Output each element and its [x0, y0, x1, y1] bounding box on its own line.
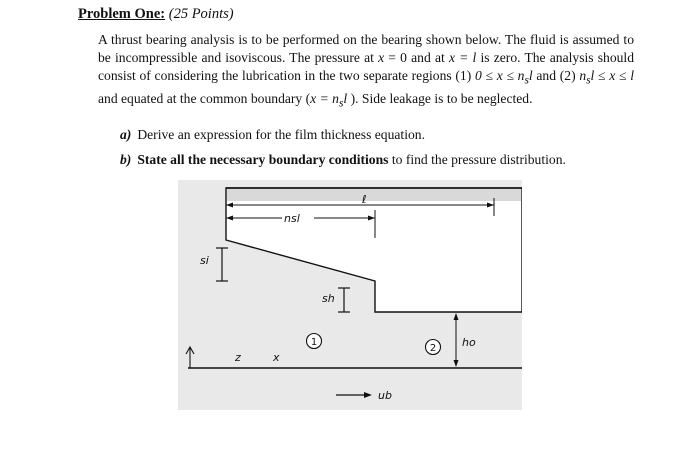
- bearing-diagram: [178, 180, 522, 410]
- math-region-2: [579, 68, 634, 88]
- math-x: x: [378, 50, 385, 66]
- statement-text-4: and (2): [532, 68, 580, 84]
- math-boundary-main: x = n: [310, 91, 339, 107]
- math-region-1: [474, 68, 533, 88]
- question-b-label: b): [120, 152, 132, 167]
- problem-statement: [98, 31, 634, 113]
- label-l: ℓ: [362, 193, 367, 206]
- problem-title: Problem One:: [78, 6, 166, 22]
- label-nsl: nsl: [284, 212, 300, 225]
- math-region-1-sub: s: [524, 75, 529, 88]
- math-region-2-sub: s: [586, 75, 591, 88]
- question-b-text: to find the pressure distribution.: [388, 152, 566, 167]
- math-boundary: [310, 91, 348, 111]
- pad-top-shading: [227, 189, 521, 201]
- statement-text-2: = 0 and at: [384, 50, 449, 66]
- statement-text-1: A thrust bearing analysis is to be performed on the bearing shown below. The fluid is assumed to be incompressible and isoviscous. The pressure at: [98, 32, 634, 66]
- question-b: [120, 152, 566, 168]
- question-a-text: Derive an expression for the film thickness equation.: [137, 127, 425, 142]
- label-ho: ho: [462, 336, 476, 349]
- math-region-1-main: 0 ≤ x ≤ n: [474, 68, 525, 84]
- region-1-label: 1: [310, 337, 318, 348]
- region-2-label: 2: [429, 343, 437, 354]
- label-x: x: [273, 351, 280, 364]
- math-region-1-end: l: [528, 68, 533, 84]
- question-b-bold-text: State all the necessary boundary conditions: [137, 152, 389, 167]
- statement-text-3: is zero. The analysis should consist of considering the lubrication in the two separate regions (1): [98, 50, 634, 84]
- math-region-2-main: n: [579, 68, 587, 84]
- math-boundary-end: l: [343, 91, 348, 107]
- question-a-label: a): [120, 127, 132, 142]
- bearing-figure: [178, 180, 522, 410]
- statement-text-5: and equated at the common boundary (: [98, 91, 311, 107]
- label-z: z: [235, 351, 241, 364]
- problem-points: (25 Points): [168, 6, 234, 22]
- label-sh: sh: [322, 292, 335, 305]
- math-boundary-sub: s: [338, 98, 344, 111]
- label-si: si: [200, 254, 209, 267]
- problem-header: [78, 6, 234, 23]
- statement-text-6: ). Side leakage is to be neglected.: [347, 91, 533, 107]
- math-x-eq-l: x = l: [448, 50, 477, 66]
- bearing-pad: [226, 188, 522, 312]
- label-ub: ub: [378, 389, 392, 402]
- math-region-2-end: l ≤ x ≤ l: [590, 68, 634, 84]
- question-a: [120, 127, 425, 143]
